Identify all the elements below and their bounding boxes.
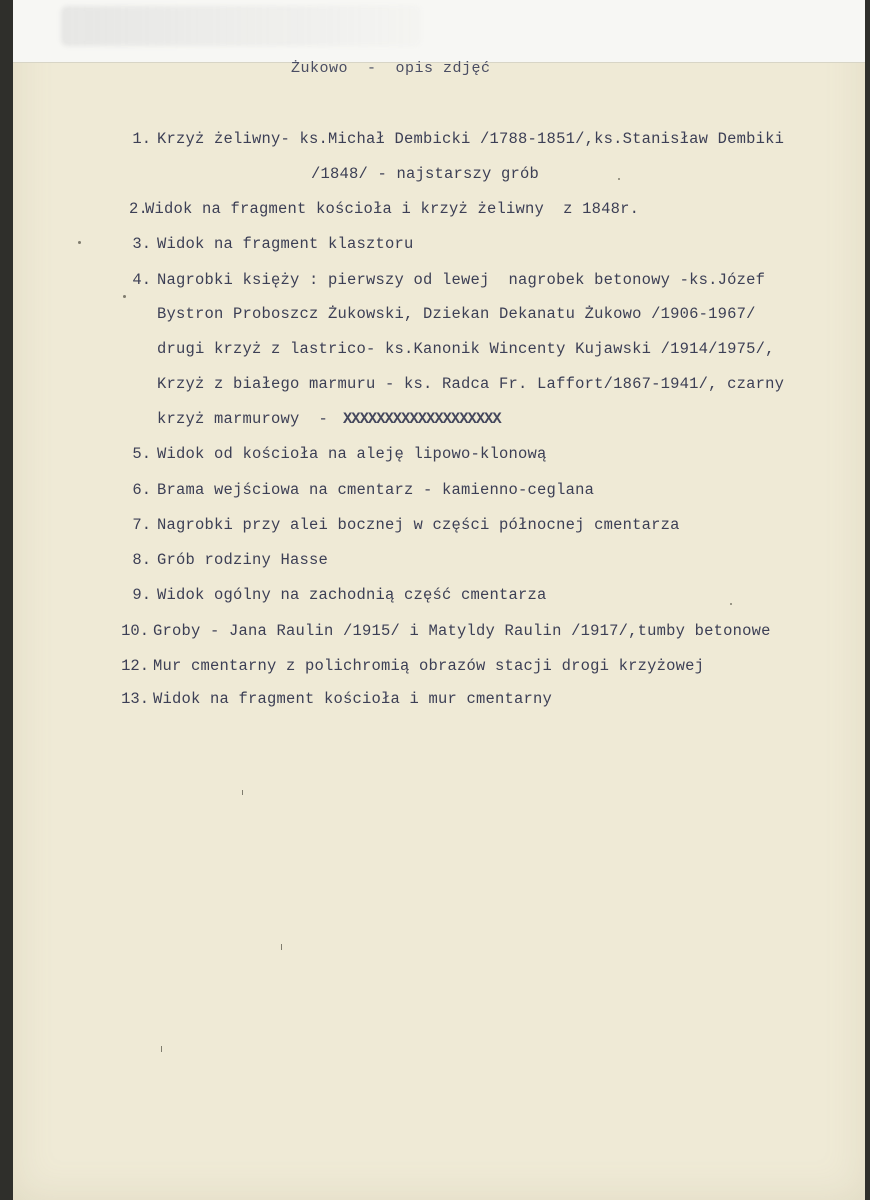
item-number: 8. (132, 551, 151, 569)
item-text: Krzyż żeliwny- ks.Michał Dembicki /1788-1851/,ks.Stanisław Dembiki (157, 130, 785, 148)
item-number: 7. (132, 516, 151, 534)
item-text: Widok ogólny na zachodnią część cmentarza (157, 586, 547, 604)
item-number: 6. (132, 481, 151, 499)
item-text: Bystron Proboszcz Żukowski, Dziekan Dekanatu Żukowo /1906-1967/ (157, 305, 756, 323)
list-item-continuation (13, 375, 865, 397)
paper-speck (78, 241, 81, 244)
list-item (13, 130, 865, 152)
item-number: 13. (121, 690, 149, 708)
item-text: Krzyż z białego marmuru - ks. Radca Fr. Laffort/1867-1941/, czarny (157, 375, 785, 393)
list-item (13, 586, 865, 608)
item-number: 12. (121, 657, 149, 675)
list-item (13, 690, 865, 712)
item-text: Brama wejściowa na cmentarz - kamienno-ceglana (157, 481, 595, 499)
item-number: 4. (132, 271, 151, 289)
top-paper-strip (13, 0, 865, 63)
list-item (13, 481, 865, 503)
item-text: Widok na fragment klasztoru (157, 235, 414, 253)
item-text: krzyż marmurowy - (157, 410, 338, 428)
item-text: Nagrobki przy alei bocznej w części północnej cmentarza (157, 516, 680, 534)
paper-speck (730, 603, 732, 605)
item-text: /1848/ - najstarszy grób (311, 165, 540, 183)
item-text: Mur cmentarny z polichromią obrazów stacji drogi krzyżowej (153, 657, 705, 675)
paper-speck (242, 790, 243, 795)
list-item (13, 551, 865, 573)
item-number: 10. (121, 622, 149, 640)
item-number: 9. (132, 586, 151, 604)
list-item-continuation (13, 305, 865, 327)
item-number: 2. (129, 200, 149, 218)
paper-speck (123, 295, 126, 298)
list-item (13, 200, 865, 222)
list-item-continuation (13, 340, 865, 362)
struck-out-text: XXXXXXXXXXXXXXXXXXX (343, 410, 501, 428)
list-item-continuation (13, 165, 865, 187)
paper-speck (281, 944, 282, 950)
item-text: Widok na fragment kościoła i mur cmentarny (153, 690, 553, 708)
document-page (13, 0, 865, 1200)
list-item (13, 516, 865, 538)
list-item (13, 445, 865, 467)
item-text: Widok na fragment kościoła i krzyż żeliwny z 1848r. (145, 200, 640, 218)
faded-stamp (61, 6, 421, 46)
list-item (13, 235, 865, 257)
list-item-continuation (13, 410, 865, 432)
item-number: 1. (132, 130, 151, 148)
item-text: Groby - Jana Raulin /1915/ i Matyldy Raulin /1917/,tumby betonowe (153, 622, 771, 640)
item-number: 3. (132, 235, 151, 253)
item-text: Grób rodziny Hasse (157, 551, 329, 569)
item-text: Nagrobki księży : pierwszy od lewej nagrobek betonowy -ks.Józef (157, 271, 766, 289)
item-text: drugi krzyż z lastrico- ks.Kanonik Wincenty Kujawski /1914/1975/, (157, 340, 775, 358)
item-text: Widok od kościoła na aleję lipowo-klonową (157, 445, 547, 463)
list-item (13, 657, 865, 679)
list-item (13, 622, 865, 644)
document-title: Żukowo - opis zdjęć (291, 60, 491, 77)
paper-speck (618, 178, 620, 180)
paper-speck (161, 1046, 162, 1052)
item-number: 5. (132, 445, 151, 463)
list-item (13, 271, 865, 293)
